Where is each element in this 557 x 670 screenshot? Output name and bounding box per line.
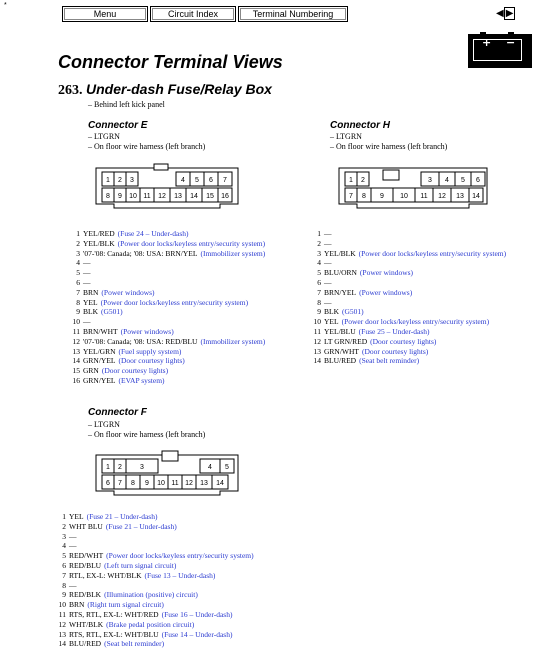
wire-row	[54, 600, 164, 610]
connector-e-pin-label: 4	[181, 177, 185, 184]
wire-row	[54, 581, 77, 591]
wire-number: 11	[58, 610, 66, 619]
wire-row	[54, 620, 194, 630]
connector-f-pin-label: 5	[225, 464, 229, 471]
wire-number: 1	[62, 512, 66, 521]
wire-color: '07-'08: Canada; '08: USA: BRN/YEL	[83, 248, 198, 258]
wire-number: 9	[62, 590, 66, 600]
connector-f-pin-label: 9	[145, 480, 149, 487]
wire-circuit-link[interactable]: (Right turn signal circuit)	[87, 600, 164, 610]
wire-color: BRN/WHT	[83, 327, 118, 336]
connector-h-pin-label: 1	[349, 177, 353, 184]
wire-row	[309, 327, 430, 337]
wire-number: 12	[72, 336, 80, 346]
connector-h-pin-label: 7	[349, 193, 353, 200]
wire-row	[54, 551, 254, 561]
wire-circuit-link[interactable]: (Fuse 24 – Under-dash)	[117, 229, 189, 238]
wire-circuit-link[interactable]: (Power door locks/keyless entry/security system)	[117, 238, 266, 248]
connector-h-diagram	[335, 160, 491, 210]
connector-e-pin-label: 1	[106, 177, 110, 184]
connector-f-pin-label: 1	[106, 464, 110, 471]
wire-color: YEL/BLU	[324, 327, 356, 336]
wire-circuit-link[interactable]: (Power windows)	[359, 287, 413, 297]
wire-row	[68, 307, 123, 317]
wire-color: GRN	[83, 366, 99, 376]
wire-number: 9	[76, 307, 80, 317]
wire-color: '07-'08: Canada; '08: USA: RED/BLU	[83, 336, 198, 346]
wire-color: —	[69, 541, 77, 551]
wire-color: YEL/GRN	[83, 346, 116, 356]
wire-circuit-link[interactable]: (Fuse 16 – Under-dash)	[161, 610, 233, 619]
wire-row	[309, 288, 412, 298]
connector-e-pin-label: 12	[158, 193, 166, 200]
wire-row	[68, 239, 265, 249]
wire-row	[54, 561, 176, 571]
page-title: Connector Terminal Views	[58, 52, 283, 72]
wire-row	[309, 278, 332, 288]
wire-color: —	[324, 238, 332, 248]
wire-color: —	[324, 278, 332, 287]
wire-number: 5	[76, 268, 80, 278]
wire-number: 7	[62, 570, 66, 580]
wire-circuit-link[interactable]: (Door courtesy lights)	[118, 356, 185, 366]
back-arrow-icon[interactable]: ◀	[496, 8, 504, 19]
forward-arrow-icon[interactable]: ▶	[505, 8, 514, 19]
wire-number: 3	[62, 531, 66, 541]
wire-row	[68, 317, 91, 327]
connector-f-pin-label: 11	[171, 480, 179, 487]
wire-circuit-link[interactable]: (Fuse 21 – Under-dash)	[105, 521, 177, 531]
wire-color: —	[83, 268, 91, 278]
wire-number: 5	[317, 268, 321, 278]
wire-row	[309, 337, 436, 347]
wire-number: 8	[62, 580, 66, 590]
connector-h-pin-label: 14	[472, 193, 480, 200]
section-title: Under-dash Fuse/Relay Box	[86, 81, 272, 97]
wire-color: RTS, RTL, EX-L: WHT/RED	[69, 610, 159, 619]
wire-number: 2	[317, 238, 321, 248]
battery-minus: −	[506, 36, 516, 49]
wire-number: 14	[313, 356, 321, 366]
connector-e-pin-label: 5	[195, 177, 199, 184]
wire-row	[309, 347, 428, 357]
wire-number: 8	[317, 297, 321, 307]
wire-circuit-link[interactable]: (Door courtesy lights)	[101, 366, 169, 376]
wire-row	[309, 298, 332, 308]
wire-row	[68, 356, 185, 366]
wire-number: 10	[58, 600, 66, 610]
connector-h-pin-label: 9	[380, 193, 384, 200]
connector-e-pin-label: 7	[223, 177, 227, 184]
section-heading	[58, 81, 272, 99]
connector-f-pin-label: 7	[118, 480, 122, 487]
wire-row	[309, 317, 489, 327]
wire-circuit-link[interactable]: (Power door locks/keyless entry/security system)	[106, 551, 254, 561]
wire-circuit-link[interactable]: (Power windows)	[120, 327, 174, 336]
wire-color: —	[83, 278, 91, 287]
wire-row	[68, 278, 91, 288]
connector-h-title: Connector H	[330, 120, 390, 131]
wire-color: —	[69, 580, 77, 590]
wire-circuit-link[interactable]: (Fuse 21 – Under-dash)	[86, 512, 158, 521]
terminal-numbering-button[interactable]: Terminal Numbering	[238, 6, 348, 22]
wire-row	[68, 268, 91, 278]
wire-number: 11	[313, 327, 321, 336]
connector-f-pin-label: 6	[106, 480, 110, 487]
connector-e-pin-label: 11	[143, 193, 151, 200]
connector-e-pin-label: 8	[106, 193, 110, 200]
wire-row	[309, 356, 419, 366]
wire-number: 14	[58, 639, 66, 649]
wire-row	[68, 298, 248, 308]
wire-color: BLU/ORN	[324, 268, 357, 278]
wire-color: —	[83, 258, 91, 268]
wire-color: BLU/RED	[69, 639, 102, 649]
wire-number: 5	[62, 551, 66, 561]
wire-row	[68, 229, 189, 239]
connector-e-pin-label: 16	[221, 193, 229, 200]
connector-f-pin-label: 3	[140, 464, 144, 471]
wire-color: YEL/BLK	[324, 248, 356, 258]
wire-number: 10	[72, 317, 80, 327]
wire-row	[54, 590, 198, 600]
wire-number: 14	[72, 356, 80, 366]
wire-color: RED/BLK	[69, 590, 102, 600]
connector-h-pin-label: 6	[476, 177, 480, 184]
wire-color: BLK	[324, 307, 339, 317]
wire-number: 3	[317, 248, 321, 258]
connector-h-color: – LTGRN	[330, 132, 362, 141]
connector-h-pin-label: 11	[420, 193, 428, 200]
connector-h-pin-label: 3	[428, 177, 432, 184]
wire-color: YEL/RED	[83, 229, 115, 238]
connector-e-pin-label: 13	[174, 193, 182, 200]
wire-circuit-link[interactable]: (Brake pedal position circuit)	[106, 619, 195, 629]
wire-number: 2	[76, 238, 80, 248]
connector-f-harness: – On floor wire harness (left branch)	[88, 430, 206, 439]
connector-e-title: Connector E	[88, 120, 148, 131]
wire-circuit-link[interactable]: (Power windows)	[101, 287, 155, 297]
connector-f-pin-label: 8	[131, 480, 135, 487]
wire-row	[54, 522, 177, 532]
wire-row	[309, 249, 506, 259]
wire-circuit-link[interactable]: (Immobilizer system)	[200, 336, 266, 346]
connector-h-pin-label: 8	[362, 193, 366, 200]
wire-color: BLU/RED	[324, 356, 357, 366]
connector-e-harness: – On floor wire harness (left branch)	[88, 142, 206, 151]
wire-circuit-link[interactable]: (Power door locks/keyless entry/security system)	[341, 317, 490, 327]
wire-row	[54, 630, 232, 640]
wire-circuit-link[interactable]: (Illumination (positive) circuit)	[104, 590, 198, 600]
wire-color: RED/BLU	[69, 561, 102, 570]
circuit-index-button[interactable]: Circuit Index	[150, 6, 236, 22]
wire-color: —	[69, 531, 77, 541]
wire-circuit-link[interactable]: (Immobilizer system)	[200, 248, 266, 258]
wire-number: 12	[313, 336, 321, 346]
wire-color: WHT BLU	[69, 521, 103, 531]
wire-number: 1	[317, 229, 321, 238]
connector-e-pin-label: 3	[130, 177, 134, 184]
wire-circuit-link[interactable]: (Seat belt reminder)	[104, 639, 165, 649]
wire-circuit-link[interactable]: (Power windows)	[359, 268, 414, 278]
connector-e-pin-label: 15	[206, 193, 214, 200]
wire-circuit-link[interactable]: (Fuse 14 – Under-dash)	[161, 629, 233, 639]
wire-number: 13	[72, 346, 80, 356]
wire-circuit-link[interactable]: (EVAP system)	[118, 376, 165, 385]
wire-number: 12	[58, 619, 66, 629]
wire-color: BRN	[69, 600, 85, 610]
wire-circuit-link[interactable]: (Power door locks/keyless entry/security system)	[358, 248, 507, 258]
wire-color: GRN/YEL	[83, 356, 116, 366]
wire-row	[68, 337, 265, 347]
connector-h-pin-label: 10	[400, 193, 408, 200]
battery-icon	[468, 34, 532, 68]
wire-circuit-link[interactable]: (Left turn signal circuit)	[104, 561, 177, 570]
wire-number: 15	[72, 366, 80, 376]
menu-button[interactable]: Menu	[62, 6, 148, 22]
wire-color: RED/WHT	[69, 551, 104, 561]
wire-number: 4	[62, 541, 66, 551]
wire-row	[68, 347, 181, 357]
wire-color: YEL	[69, 512, 84, 521]
wire-number: 6	[317, 278, 321, 287]
wire-number: 9	[317, 307, 321, 317]
connector-f-title: Connector F	[88, 407, 147, 418]
wire-row	[54, 571, 215, 581]
wire-number: 7	[76, 287, 80, 297]
wire-number: 13	[313, 346, 321, 356]
connector-h-pin-label: 2	[361, 177, 365, 184]
corner-mark: *	[4, 2, 7, 9]
wire-circuit-link[interactable]: (G501)	[101, 307, 123, 317]
wire-color: —	[324, 258, 332, 268]
connector-f-pin-label: 14	[216, 480, 224, 487]
wire-color: —	[324, 229, 332, 238]
wire-row	[309, 307, 364, 317]
wire-color: GRN/WHT	[324, 346, 359, 356]
wire-number: 4	[317, 258, 321, 268]
wire-row	[54, 532, 77, 542]
connector-e-diagram	[92, 160, 242, 210]
connector-h-pin-label: 5	[461, 177, 465, 184]
connector-e-pin-label: 14	[190, 193, 198, 200]
wire-color: GRN/YEL	[83, 376, 116, 385]
wire-number: 2	[62, 521, 66, 531]
wire-circuit-link[interactable]: (Fuse 13 – Under-dash)	[144, 570, 216, 580]
connector-f-pin-label: 2	[118, 464, 122, 471]
wire-color: BRN	[83, 287, 99, 297]
connector-f-pin-label: 12	[185, 480, 193, 487]
wire-color: BLK	[83, 307, 98, 317]
wire-circuit-link[interactable]: (Door courtesy lights)	[362, 346, 429, 356]
wire-row	[68, 366, 168, 376]
connector-f-diagram	[92, 447, 242, 497]
wire-row	[68, 376, 165, 386]
wire-circuit-link[interactable]: (Fuse 25 – Under-dash)	[358, 327, 430, 336]
wire-number: 8	[76, 297, 80, 307]
wire-number: 11	[72, 327, 80, 336]
wire-number: 16	[72, 376, 80, 385]
connector-f-color: – LTGRN	[88, 420, 120, 429]
wire-row	[309, 229, 332, 239]
wire-row	[309, 258, 332, 268]
wire-row	[309, 268, 413, 278]
wire-color: LT GRN/RED	[324, 336, 368, 346]
wire-color: —	[324, 297, 332, 307]
wire-number: 6	[76, 278, 80, 287]
battery-plus: +	[482, 36, 492, 49]
wire-row	[68, 249, 265, 259]
wire-color: YEL	[83, 297, 98, 307]
connector-f-pin-label: 10	[157, 480, 165, 487]
wire-color: YEL/BLK	[83, 238, 115, 248]
wire-row	[54, 639, 164, 649]
wire-row	[68, 258, 91, 268]
wire-row	[68, 288, 155, 298]
connector-e-pin-label: 2	[118, 177, 122, 184]
wire-number: 7	[317, 287, 321, 297]
wire-circuit-link[interactable]: (Seat belt reminder)	[359, 356, 420, 366]
wire-number: 13	[58, 629, 66, 639]
location-note: – Behind left kick panel	[88, 100, 165, 109]
connector-h-pin-label: 4	[445, 177, 449, 184]
connector-e-pin-label: 6	[209, 177, 213, 184]
wire-circuit-link[interactable]: (G501)	[342, 307, 364, 317]
wire-number: 10	[313, 317, 321, 327]
wire-circuit-link[interactable]: (Power door locks/keyless entry/security system)	[100, 297, 249, 307]
wire-color: —	[83, 317, 91, 327]
wire-number: 4	[76, 258, 80, 268]
connector-h-pin-label: 12	[438, 193, 446, 200]
section-number: 263.	[58, 83, 83, 98]
wire-row	[54, 541, 77, 551]
wire-color: RTL, EX-L: WHT/BLK	[69, 570, 142, 580]
wire-number: 3	[76, 248, 80, 258]
connector-e-pin-label: 10	[129, 193, 137, 200]
wire-color: RTS, RTL, EX-L: WHT/BLU	[69, 629, 159, 639]
connector-h-pin-label: 13	[456, 193, 464, 200]
wire-number: 6	[62, 561, 66, 570]
connector-e-pin-label: 9	[118, 193, 122, 200]
wire-row	[68, 327, 174, 337]
wire-row	[54, 610, 232, 620]
wire-color: YEL	[324, 317, 339, 327]
wire-row	[54, 512, 157, 522]
connector-f-pin-label: 13	[200, 480, 208, 487]
wire-number: 1	[76, 229, 80, 238]
wire-color: BRN/YEL	[324, 287, 357, 297]
wire-circuit-link[interactable]: (Door courtesy lights)	[370, 336, 437, 346]
wire-color: WHT/BLK	[69, 619, 104, 629]
wire-circuit-link[interactable]: (Fuel supply system)	[118, 346, 182, 356]
connector-h-harness: – On floor wire harness (left branch)	[330, 142, 448, 151]
wire-row	[309, 239, 332, 249]
connector-f-pin-label: 4	[208, 464, 212, 471]
connector-e-color: – LTGRN	[88, 132, 120, 141]
page-arrows	[496, 8, 515, 19]
